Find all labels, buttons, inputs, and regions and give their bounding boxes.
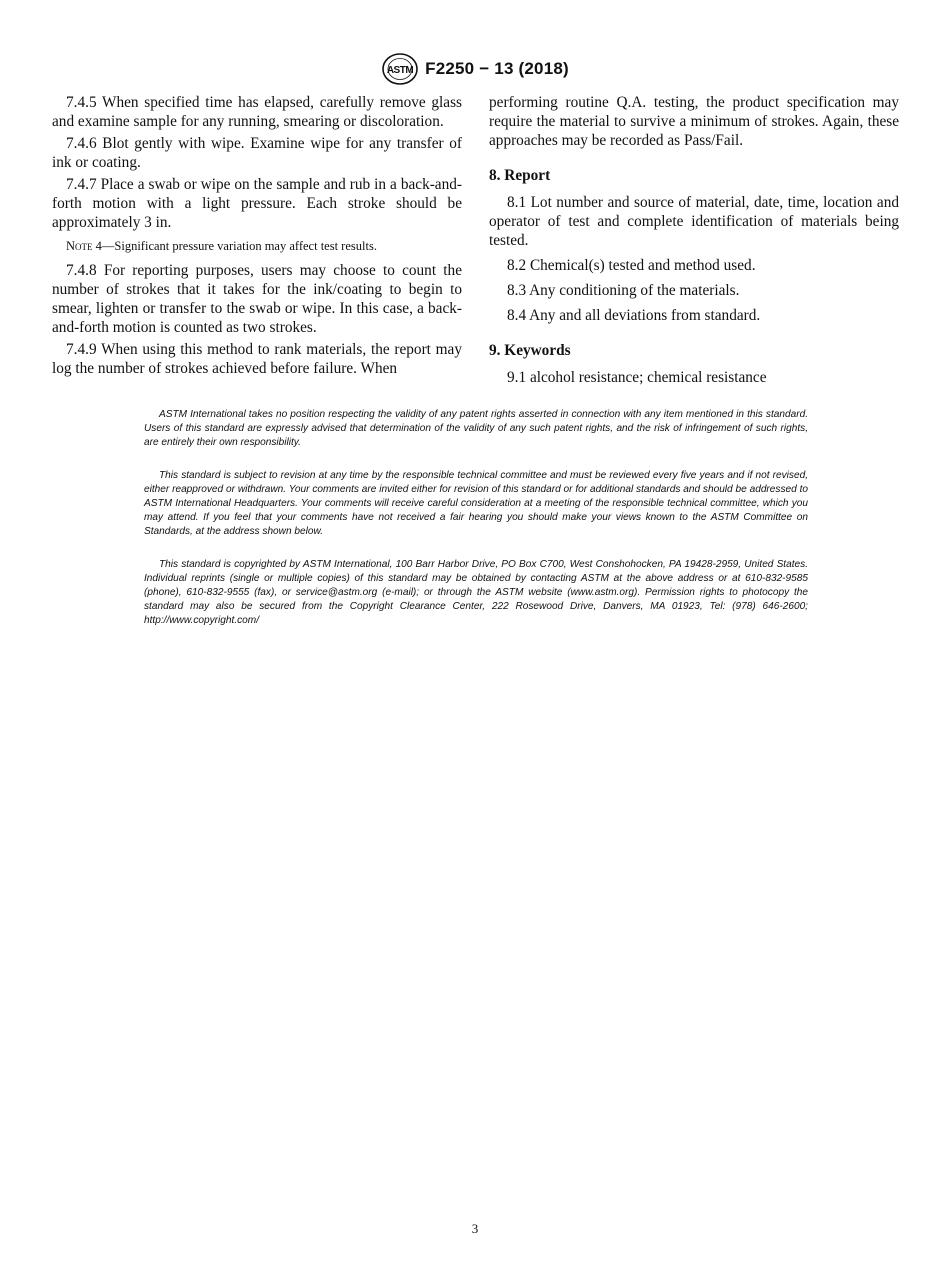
- paragraph-8-1: 8.1 Lot number and source of material, date, time, location and operator of test and complete identification of materials being tested.: [489, 194, 899, 249]
- svg-text:ASTM: ASTM: [386, 65, 414, 76]
- note-4: [52, 238, 462, 255]
- page-header: [0, 52, 950, 86]
- disclaimers: [144, 408, 808, 647]
- right-column: [489, 93, 899, 393]
- section-9-heading: 9. Keywords: [489, 342, 571, 359]
- page-number: 3: [471, 1221, 479, 1236]
- paragraph-7-4-9-continued: performing routine Q.A. testing, the product specification may require the material to survive a minimum of strokes. Again, these approaches may be recorded as Pass/Fail.: [489, 94, 899, 149]
- paragraph-9-1: 9.1 alcohol resistance; chemical resistance: [507, 369, 767, 386]
- document-id: F2250 − 13 (2018): [425, 59, 569, 78]
- note-text: 4—Significant pressure variation may affect test results.: [92, 239, 377, 253]
- paragraph-7-4-6: 7.4.6 Blot gently with wipe. Examine wipe for any transfer of ink or coating.: [52, 135, 462, 171]
- paragraph-8-3: 8.3 Any conditioning of the materials.: [507, 282, 740, 299]
- paragraph-7-4-5: 7.4.5 When specified time has elapsed, carefully remove glass and examine sample for any running, smearing or discoloration.: [52, 94, 462, 130]
- left-column: [52, 93, 462, 381]
- paragraph-7-4-8: 7.4.8 For reporting purposes, users may choose to count the number of strokes that it takes for the ink/coating to begin to smear, lighten or transfer to the swab or wipe. In this case, a back-and-forth motion is counted as two strokes.: [52, 262, 462, 336]
- paragraph-7-4-7: 7.4.7 Place a swab or wipe on the sample and rub in a back-and-forth motion with a light pressure. Each stroke should be approximately 3 in.: [52, 176, 462, 231]
- astm-logo-icon: [381, 52, 419, 86]
- paragraph-8-4: 8.4 Any and all deviations from standard.: [507, 307, 761, 324]
- revision-notice: This standard is subject to revision at any time by the responsible technical committee and must be reviewed every five years and if not revised, either reapproved or withdrawn. Your comments are invited either for revision of this standard or for additional standards and should be addressed to ASTM International Headquarters. Your comments will receive careful consideration at a meeting of the responsible technical committee, which you may attend. If you feel that your comments have not received a fair hearing you should make your views known to the ASTM Committee on Standards, at the address shown below.: [144, 470, 808, 537]
- paragraph-8-2: 8.2 Chemical(s) tested and method used.: [507, 257, 756, 274]
- note-label: Note: [66, 239, 93, 253]
- copyright-notice: This standard is copyrighted by ASTM International, 100 Barr Harbor Drive, PO Box C700, West Conshohocken, PA 19428-2959, United States. Individual reprints (single or multiple copies) of this standard may be obtained by contacting ASTM at the above address or at 610-832-9585 (phone), 610-832-9555 (fax), or service@astm.org (e-mail); or through the ASTM website (www.astm.org). Permission rights to photocopy the standard may also be secured from the Copyright Clearance Center, 222 Rosewood Drive, Danvers, MA 01923, Tel: (978) 646-2600; http://www.copyright.com/: [144, 559, 808, 626]
- section-8-heading: 8. Report: [489, 167, 551, 184]
- patent-disclaimer: ASTM International takes no position respecting the validity of any patent rights asserted in connection with any item mentioned in this standard. Users of this standard are expressly advised that determination of the validity of any such patent rights, and the risk of infringement of such rights, are entirely their own responsibility.: [144, 409, 808, 448]
- paragraph-7-4-9: 7.4.9 When using this method to rank materials, the report may log the number of strokes achieved before failure. When: [52, 341, 462, 377]
